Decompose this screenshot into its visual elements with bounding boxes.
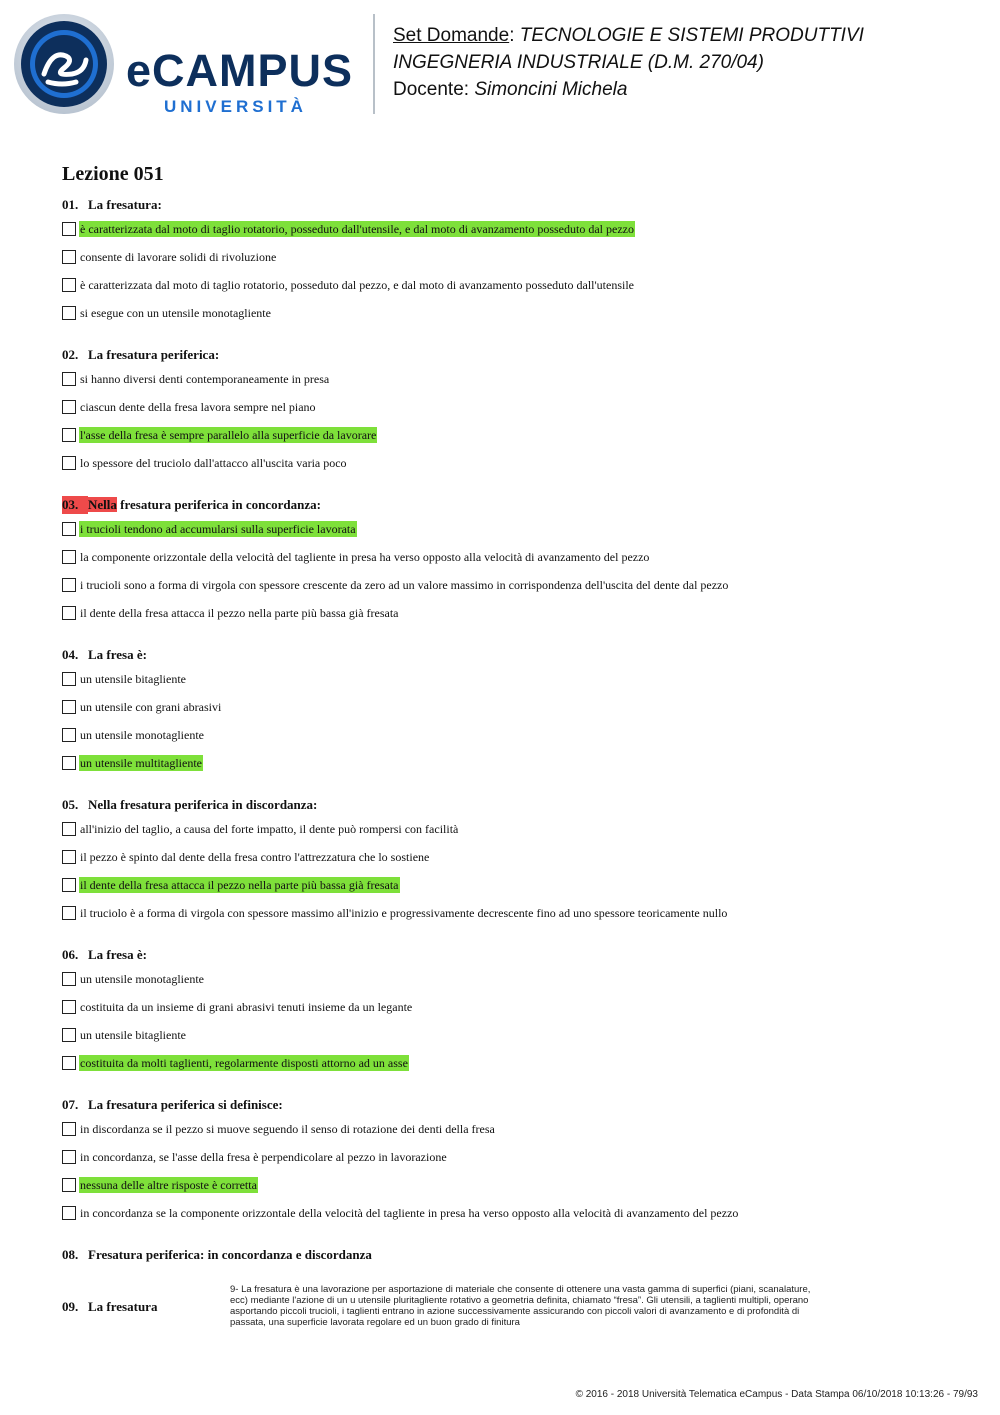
checkbox[interactable] xyxy=(62,906,76,920)
checkbox[interactable] xyxy=(62,1150,76,1164)
question-text: La fresatura: xyxy=(88,197,162,212)
answer-text: si hanno diversi denti contemporaneamente in presa xyxy=(80,372,330,386)
checkbox[interactable] xyxy=(62,400,76,414)
checkbox[interactable] xyxy=(62,522,76,536)
answer-option[interactable] xyxy=(62,1149,962,1177)
question-number: 08. xyxy=(62,1247,79,1262)
checkbox[interactable] xyxy=(62,250,76,264)
course-title: TECNOLOGIE E SISTEMI PRODUTTIVI xyxy=(519,25,864,46)
docente-label: Docente: xyxy=(393,79,475,100)
checkbox[interactable] xyxy=(62,1028,76,1042)
question-title xyxy=(62,1298,157,1316)
answer-option[interactable] xyxy=(62,727,962,755)
question-spacer xyxy=(62,1271,962,1284)
course-subtitle: INGEGNERIA INDUSTRIALE (D.M. 270/04) xyxy=(393,52,764,73)
checkbox[interactable] xyxy=(62,578,76,592)
answer-text: il truciolo è a forma di virgola con spessore massimo all'inizio e progressivamente decrescente fino ad uno spessore teoricamente nullo xyxy=(80,906,728,920)
question-spacer xyxy=(62,933,962,946)
answer-text: i trucioli sono a forma di virgola con spessore crescente da zero ad un valore massimo in corrispondenza dell'uscita del dente dal pezzo xyxy=(80,578,729,592)
answer-option[interactable] xyxy=(62,1177,962,1205)
question-text: La fresa è: xyxy=(88,647,147,662)
svg-text:eCAMPUS: eCAMPUS xyxy=(126,45,354,96)
answer-text: costituita da un insieme di grani abrasivi tenuti insieme da un legante xyxy=(80,1000,413,1014)
answer-option[interactable] xyxy=(62,221,962,249)
answer-text: il dente della fresa attacca il pezzo nella parte più bassa già fresata xyxy=(80,606,399,620)
question-number: 07. xyxy=(62,1097,79,1112)
question-spacer xyxy=(62,1083,962,1096)
checkbox[interactable] xyxy=(62,1000,76,1014)
question-block xyxy=(62,496,962,633)
question-block xyxy=(62,196,962,333)
answer-option[interactable] xyxy=(62,455,962,483)
answer-text: in concordanza, se l'asse della fresa è perpendicolare al pezzo in lavorazione xyxy=(80,1150,447,1164)
checkbox[interactable] xyxy=(62,878,76,892)
question-title xyxy=(62,196,962,214)
docente-name: Simoncini Michela xyxy=(474,79,628,100)
answer-text: un utensile monotagliente xyxy=(80,972,204,986)
question-text: La fresatura periferica si definisce: xyxy=(88,1097,283,1112)
answer-text-correct: i trucioli tendono ad accumularsi sulla superficie lavorata xyxy=(80,522,356,536)
answer-text: ciascun dente della fresa lavora sempre nel piano xyxy=(80,400,316,414)
answer-option[interactable] xyxy=(62,605,962,633)
question-number: 04. xyxy=(62,647,79,662)
answer-option[interactable] xyxy=(62,427,962,455)
checkbox[interactable] xyxy=(62,456,76,470)
answer-text: si esegue con un utensile monotagliente xyxy=(80,306,271,320)
answer-option[interactable] xyxy=(62,305,962,333)
question-title xyxy=(62,1246,962,1264)
university-seal-icon xyxy=(14,12,374,118)
answer-text-correct: il dente della fresa attacca il pezzo nella parte più bassa già fresata xyxy=(80,878,399,892)
answer-text-correct: è caratterizzata dal moto di taglio rotatorio, posseduto dall'utensile, e dal moto di avanzamento posseduto dal pezzo xyxy=(80,222,634,236)
answer-text-correct: costituita da molti taglienti, regolarmente disposti attorno ad un asse xyxy=(80,1056,408,1070)
question-block xyxy=(62,1096,962,1233)
answer-text: in concordanza se la componente orizzontale della velocità del tagliente in presa ha verso opposto alla velocità di avanzamento del pezzo xyxy=(80,1206,739,1220)
answer-text-correct: l'asse della fresa è sempre parallelo alla superficie da lavorare xyxy=(80,428,377,442)
answer-option[interactable] xyxy=(62,849,962,877)
question-text: La fresatura periferica: xyxy=(88,347,220,362)
answer-text: è caratterizzata dal moto di taglio rotatorio, posseduto dal pezzo, e dal moto di avanzamento posseduto dall'utensile xyxy=(80,278,634,292)
answer-option[interactable] xyxy=(62,549,962,577)
answer-text: un utensile bitagliente xyxy=(80,672,186,686)
answer-option[interactable] xyxy=(62,699,962,727)
answer-option[interactable] xyxy=(62,1055,962,1083)
question-number: 05. xyxy=(62,797,79,812)
checkbox[interactable] xyxy=(62,1206,76,1220)
course-info: Set Domande: TECNOLOGIE E SISTEMI PRODUTTIVI INGEGNERIA INDUSTRIALE (D.M. 270/04) Docente: Simoncini Michela xyxy=(393,25,864,100)
question-text: Fresatura periferica: in concordanza e discordanza xyxy=(88,1247,372,1262)
page-footer: © 2016 - 2018 Università Telematica eCampus - Data Stampa 06/10/2018 10:13:26 - 79/93 xyxy=(575,1389,978,1400)
svg-text:UNIVERSITÀ: UNIVERSITÀ xyxy=(164,97,307,116)
question-block xyxy=(62,646,962,783)
answer-option[interactable] xyxy=(62,999,962,1027)
answer-option[interactable] xyxy=(62,821,962,849)
checkbox[interactable] xyxy=(62,550,76,564)
answer-text: la componente orizzontale della velocità del tagliente in presa ha verso opposto alla velocità di avanzamento del pezzo xyxy=(80,550,650,564)
answer-text: un utensile con grani abrasivi xyxy=(80,700,222,714)
answer-option[interactable] xyxy=(62,371,962,399)
checkbox[interactable] xyxy=(62,428,76,442)
question-text-highlight: Nella xyxy=(88,497,117,512)
answer-option[interactable] xyxy=(62,577,962,605)
checkbox[interactable] xyxy=(62,756,76,770)
checkbox[interactable] xyxy=(62,222,76,236)
ecampus-logo xyxy=(14,12,374,118)
answer-option[interactable] xyxy=(62,521,962,549)
question-number: 02. xyxy=(62,347,79,362)
answer-option[interactable] xyxy=(62,1205,962,1233)
answer-option[interactable] xyxy=(62,877,962,905)
open-answer-text: 9- La fresatura è una lavorazione per asportazione di materiale che consente di ottenere una vasta gamma di superfici (piani, scanalature, ecc) mediante l'azione di un u utensile pluritagliente rotativo a geometria definita, chiamato “fresa”. Gli utensili, a taglienti multipli, operano asportando piccoli trucioli, i taglienti entrano in azione successivamente assicurando con piccoli valori di avanzamento e di profondità di passata, una superficie lavorata regolare ed un buon grado di finitura xyxy=(230,1284,811,1328)
checkbox[interactable] xyxy=(62,372,76,386)
question-list xyxy=(62,196,962,1344)
checkbox[interactable] xyxy=(62,850,76,864)
question-spacer xyxy=(62,1233,962,1246)
question-title xyxy=(62,796,962,814)
answer-text: il pezzo è spinto dal dente della fresa contro l'attrezzatura che lo sostiene xyxy=(80,850,430,864)
question-text: La fresa è: xyxy=(88,947,147,962)
checkbox[interactable] xyxy=(62,1122,76,1136)
checkbox[interactable] xyxy=(62,672,76,686)
checkbox[interactable] xyxy=(62,822,76,836)
question-text: Nella fresatura periferica in discordanza: xyxy=(88,797,318,812)
answer-text: consente di lavorare solidi di rivoluzione xyxy=(80,250,277,264)
page-header xyxy=(0,0,1000,130)
question-spacer xyxy=(62,633,962,646)
answer-text: all'inizio del taglio, a causa del forte impatto, il dente può rompersi con facilità xyxy=(80,822,459,836)
question-block xyxy=(62,946,962,1083)
question-block xyxy=(62,1246,962,1264)
question-title xyxy=(62,946,962,964)
question-number: 03. xyxy=(62,496,88,514)
question-block-open xyxy=(62,1284,962,1344)
checkbox[interactable] xyxy=(62,606,76,620)
checkbox[interactable] xyxy=(62,728,76,742)
answer-option[interactable] xyxy=(62,1027,962,1055)
question-number: 09. xyxy=(62,1299,79,1314)
answer-text: lo spessore del truciolo dall'attacco all'uscita varia poco xyxy=(80,456,347,470)
answer-text-correct: nessuna delle altre risposte è corretta xyxy=(80,1178,257,1192)
question-title xyxy=(62,646,962,664)
question-text: fresatura periferica in concordanza: xyxy=(116,497,321,512)
answer-option[interactable] xyxy=(62,1121,962,1149)
answer-option[interactable] xyxy=(62,671,962,699)
checkbox[interactable] xyxy=(62,700,76,714)
answer-option[interactable] xyxy=(62,277,962,305)
question-block xyxy=(62,796,962,933)
checkbox[interactable] xyxy=(62,1178,76,1192)
checkbox[interactable] xyxy=(62,306,76,320)
answer-text-correct: un utensile multitagliente xyxy=(80,756,202,770)
question-number: 01. xyxy=(62,197,79,212)
question-title xyxy=(62,1096,962,1114)
header-divider xyxy=(373,14,375,114)
answer-option[interactable] xyxy=(62,249,962,277)
answer-text: un utensile bitagliente xyxy=(80,1028,186,1042)
answer-option[interactable] xyxy=(62,905,962,933)
set-label: Set Domande xyxy=(393,25,510,46)
answer-text: in discordanza se il pezzo si muove seguendo il senso di rotazione dei denti della fresa xyxy=(80,1122,495,1136)
checkbox[interactable] xyxy=(62,278,76,292)
question-spacer xyxy=(62,333,962,346)
answer-option[interactable] xyxy=(62,971,962,999)
checkbox[interactable] xyxy=(62,972,76,986)
lesson-title: Lezione 051 xyxy=(62,163,164,185)
checkbox[interactable] xyxy=(62,1056,76,1070)
question-number: 06. xyxy=(62,947,79,962)
question-spacer xyxy=(62,483,962,496)
answer-text: un utensile monotagliente xyxy=(80,728,204,742)
question-block xyxy=(62,346,962,483)
answer-option[interactable] xyxy=(62,755,962,783)
answer-option[interactable] xyxy=(62,399,962,427)
question-title xyxy=(62,496,962,514)
question-spacer xyxy=(62,783,962,796)
question-text: La fresatura xyxy=(88,1299,158,1314)
question-title xyxy=(62,346,962,364)
